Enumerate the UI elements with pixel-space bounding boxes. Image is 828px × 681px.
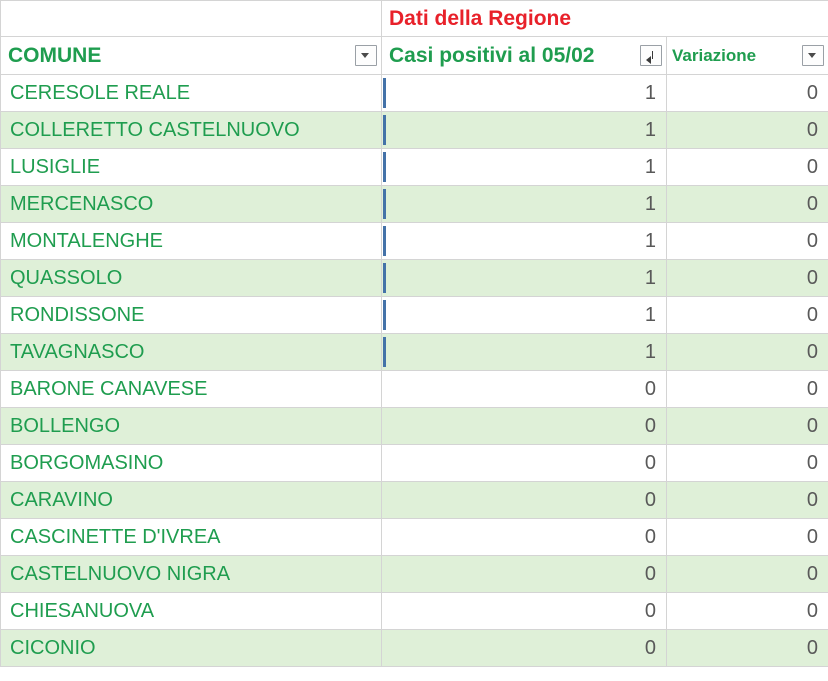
- cell-comune[interactable]: BARONE CANAVESE: [1, 371, 382, 408]
- table-row[interactable]: [1, 556, 828, 593]
- cell-casi-positivi[interactable]: [382, 112, 667, 149]
- cell-variazione[interactable]: 0: [667, 408, 828, 445]
- cell-casi-value: 0: [644, 636, 656, 659]
- cell-casi-positivi[interactable]: [382, 371, 667, 408]
- cell-variazione[interactable]: 0: [667, 482, 828, 519]
- databar-indicator: [383, 263, 386, 293]
- cell-comune[interactable]: RONDISSONE: [1, 297, 382, 334]
- cell-casi-value: 1: [644, 118, 656, 141]
- table-row[interactable]: [1, 519, 828, 556]
- table-row[interactable]: [1, 223, 828, 260]
- databar-indicator: [383, 78, 386, 108]
- table-row[interactable]: [1, 630, 828, 667]
- cell-casi-positivi[interactable]: [382, 223, 667, 260]
- cell-casi-positivi[interactable]: [382, 519, 667, 556]
- cell-casi-positivi[interactable]: [382, 260, 667, 297]
- column-header-comune: [1, 37, 382, 75]
- cell-variazione[interactable]: 0: [667, 149, 828, 186]
- cell-variazione[interactable]: 0: [667, 297, 828, 334]
- banner-title-overflow-cell: [667, 1, 828, 37]
- column-header-casi: [382, 37, 667, 75]
- cell-comune[interactable]: CERESOLE REALE: [1, 75, 382, 112]
- cell-casi-value: 1: [644, 340, 656, 363]
- column-header-variazione: [667, 37, 828, 75]
- table-row[interactable]: [1, 334, 828, 371]
- banner-row: [1, 1, 828, 37]
- cell-variazione[interactable]: 0: [667, 519, 828, 556]
- cell-comune[interactable]: COLLERETTO CASTELNUOVO: [1, 112, 382, 149]
- banner-empty-cell: [1, 1, 382, 37]
- cell-casi-positivi[interactable]: [382, 482, 667, 519]
- table-row[interactable]: [1, 408, 828, 445]
- cell-casi-value: 1: [644, 266, 656, 289]
- cell-variazione[interactable]: 0: [667, 112, 828, 149]
- cell-variazione[interactable]: 0: [667, 556, 828, 593]
- cell-casi-value: 1: [644, 155, 656, 178]
- cell-comune[interactable]: CASCINETTE D'IVREA: [1, 519, 382, 556]
- cell-casi-positivi[interactable]: [382, 75, 667, 112]
- table-row[interactable]: [1, 186, 828, 223]
- cell-casi-value: 0: [644, 451, 656, 474]
- cell-casi-value: 0: [644, 599, 656, 622]
- header-row: [1, 37, 828, 75]
- cell-comune[interactable]: MERCENASCO: [1, 186, 382, 223]
- databar-indicator: [383, 152, 386, 182]
- table-row[interactable]: [1, 482, 828, 519]
- cell-variazione[interactable]: 0: [667, 630, 828, 667]
- filter-dropdown-icon-variazione[interactable]: [802, 45, 824, 66]
- cell-casi-value: 1: [644, 229, 656, 252]
- filter-dropdown-icon-comune[interactable]: [355, 45, 377, 66]
- cell-comune[interactable]: CARAVINO: [1, 482, 382, 519]
- table-row[interactable]: [1, 445, 828, 482]
- cell-casi-positivi[interactable]: [382, 556, 667, 593]
- table-row[interactable]: [1, 371, 828, 408]
- cell-comune[interactable]: BOLLENGO: [1, 408, 382, 445]
- cell-comune[interactable]: CHIESANUOVA: [1, 593, 382, 630]
- cell-casi-positivi[interactable]: [382, 334, 667, 371]
- table-row[interactable]: [1, 75, 828, 112]
- databar-indicator: [383, 300, 386, 330]
- table-body: [1, 1, 828, 667]
- cell-variazione[interactable]: 0: [667, 334, 828, 371]
- cell-variazione[interactable]: 0: [667, 445, 828, 482]
- cell-comune[interactable]: QUASSOLO: [1, 260, 382, 297]
- table-row[interactable]: [1, 112, 828, 149]
- column-header-casi-label: Casi positivi al 05/02: [389, 43, 595, 67]
- cell-casi-positivi[interactable]: [382, 445, 667, 482]
- cell-comune[interactable]: BORGOMASINO: [1, 445, 382, 482]
- cell-casi-value: 0: [644, 488, 656, 511]
- cell-casi-positivi[interactable]: [382, 630, 667, 667]
- banner-title: Dati della Regione: [382, 1, 667, 37]
- cell-variazione[interactable]: 0: [667, 260, 828, 297]
- table-row[interactable]: [1, 149, 828, 186]
- databar-indicator: [383, 337, 386, 367]
- cell-casi-positivi[interactable]: [382, 186, 667, 223]
- cell-variazione[interactable]: 0: [667, 593, 828, 630]
- cell-casi-value: 0: [644, 562, 656, 585]
- column-header-comune-label: COMUNE: [8, 43, 102, 67]
- databar-indicator: [383, 189, 386, 219]
- cell-variazione[interactable]: 0: [667, 371, 828, 408]
- cell-casi-value: 0: [644, 525, 656, 548]
- cell-variazione[interactable]: 0: [667, 75, 828, 112]
- cell-casi-positivi[interactable]: [382, 593, 667, 630]
- cell-comune[interactable]: CASTELNUOVO NIGRA: [1, 556, 382, 593]
- cell-comune[interactable]: LUSIGLIE: [1, 149, 382, 186]
- cell-casi-value: 0: [644, 377, 656, 400]
- cell-casi-value: 0: [644, 414, 656, 437]
- cell-casi-positivi[interactable]: [382, 149, 667, 186]
- cell-casi-value: 1: [644, 81, 656, 104]
- databar-indicator: [383, 226, 386, 256]
- table-row[interactable]: [1, 297, 828, 334]
- cell-variazione[interactable]: 0: [667, 223, 828, 260]
- cell-variazione[interactable]: 0: [667, 186, 828, 223]
- cell-comune[interactable]: MONTALENGHE: [1, 223, 382, 260]
- cell-casi-positivi[interactable]: [382, 297, 667, 334]
- cell-comune[interactable]: CICONIO: [1, 630, 382, 667]
- cell-comune[interactable]: TAVAGNASCO: [1, 334, 382, 371]
- cell-casi-value: 1: [644, 303, 656, 326]
- cell-casi-positivi[interactable]: [382, 408, 667, 445]
- column-header-variazione-label: Variazione: [672, 45, 757, 65]
- sort-filter-icon-casi[interactable]: [640, 45, 662, 66]
- cell-casi-value: 1: [644, 192, 656, 215]
- table-row[interactable]: [1, 260, 828, 297]
- table-row[interactable]: [1, 593, 828, 630]
- databar-indicator: [383, 115, 386, 145]
